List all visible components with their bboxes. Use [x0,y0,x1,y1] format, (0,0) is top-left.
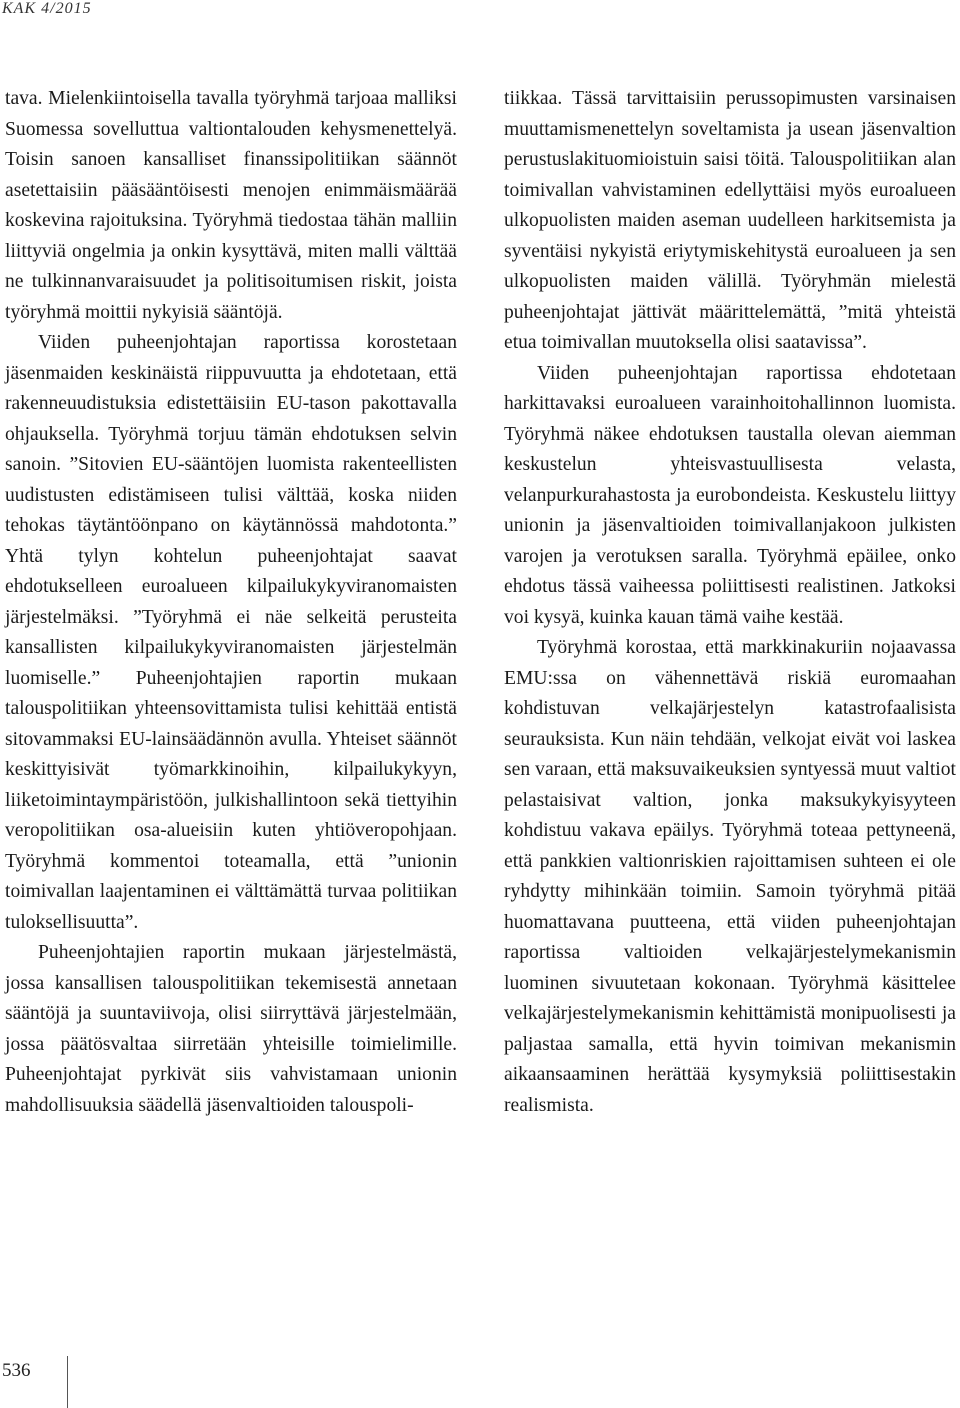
right-paragraph-1: tiikkaa. Tässä tarvittaisiin perussopimusten varsinaisen muuttamismenettelyn soveltamista ja usean jäsenvaltion perustuslakituomioistuin saisi töitä. Talouspolitiikan alan toimivallan vahvistaminen edellyttäisi myös euroalueen ulkopuolisten maiden aseman uudelleen harkitsemista ja syventäisi nykyistä eriytymiskehitystä euroalueen ja sen ulkopuolisten maiden välillä. Työryhmän mielestä puheenjohtajat jättivät määrittelemättä, ”mitä yhteistä etua toimivallan muutoksella olisi saatavissa”. [504,88,956,353]
running-head: KAK 4/2015 [2,0,92,17]
right-paragraph-2: Viiden puheenjohtajan raportissa ehdotetaan harkittavaksi euroalueen varainhoitohallinnon luomista. Työryhmä näkee ehdotuksen taustalla olevan aiemman keskustelun yhteisvastuullisesta velasta, velanpurkurahastosta ja eurobondeista. Keskustelu liittyy unionin ja jäsenvaltioiden toimivallanjakoon julkisten varojen ja verotuksen saralla. Työryhmä epäilee, onko ehdotus tässä vaiheessa poliittisesti realistinen. Jatkoksi voi kysyä, kuinka kauan tämä vaihe kestää. [504,362,956,628]
page-number: 536 [2,1360,31,1381]
right-paragraph-3: Työryhmä korostaa, että markkinakuriin nojaavassa EMU:ssa on vähennettävä riskiä euromaahan kohdistuvan velkajärjestelyn katastrofaalisista seurauksista. Kun näin tehdään, velkojat eivät voi laskea sen varaan, että maksuvaikeuksien syntyessä muut valtiot pelastaisivat valtion, jonka maksukykyisyyteen kohdistuu vakava epäilys. Työryhmä toteaa pettyneenä, että pankkien valtionriskien rajoittamisen suhteen ei ole ryhdytty mihinkään toimiin. Samoin työryhmä pitää huomattavana puutteena, että viiden puheenjohtajan raportissa valtioiden velkajärjestelymekanismin luominen sivuutetaan kokonaan. Työryhmä käsittelee velkajärjestelymekanismin kehittämistä monipuolisesti ja paljastaa samalla, että hyvin toimivan mekanismin aikaansaaminen herättää kysymyksiä poliittisestakin realismista. [504,637,956,1116]
right-column [504,84,956,1121]
left-paragraph-3: Puheenjohtajien raportin mukaan järjestelmästä, jossa kansallisen talouspolitiikan tekemisestä annetaan sääntöjä ja suuntaviivoja, olisi siirryttävä järjestelmään, jossa päätösvaltaa siirretään yhteisille toimielimille. Puheenjohtajat pyrkivät siis vahvistamaan unionin mahdollisuuksia säädellä jäsenvaltioiden talouspoli- [5,942,457,1116]
left-paragraph-1: tava. Mielenkiintoisella tavalla työryhmä tarjoaa malliksi Suomessa sovelluttua valtiontalouden kehysmenettelyä. Toisin sanoen kansalliset finanssipolitiikan säännöt asetettaisiin pääsääntöisesti menojen enimmäismäärää koskevina rajoituksina. Työryhmä tiedostaa tähän malliin liittyviä ongelmia ja onkin kysyttävä, miten malli välttää ne tulkinnanvaraisuudet ja politisoitumisen riskit, joista työryhmä moittii nykyisiä sääntöjä. [5,88,457,323]
left-column [5,84,457,1121]
left-paragraph-2: Viiden puheenjohtajan raportissa korostetaan jäsenmaiden keskinäistä riippuvuutta ja ehdotetaan, että rakenneuudistuksia edistettäisiin EU-tason pakottavalla ohjauksella. Työryhmä torjuu tämän ehdotuksen selvin sanoin. ”Sitovien EU-sääntöjen luomista rakenteellisten uudistusten edistämiseen tulisi välttää, koska niiden tehokas täytäntöönpano on käytännössä mahdotonta.” Yhtä tylyn kohtelun puheenjohtajat saavat ehdotukselleen euroalueen kilpailukykyviranomaisten järjestelmäksi. ”Työryhmä ei näe selkeitä perusteita kansallisten kilpailukykyviranomaisten järjestelmän luomiselle.” Puheenjohtajien raportin mukaan talouspolitiikan yhteensovittamista tulisi kehittää entistä sitovammaksi EU-lainsäädännön avulla. Yhteiset säännöt keskittyisivät työmarkkinoihin, kilpailukykyyn, liiketoimintaympäristöön, julkishallintoon sekä tiettyihin veropolitiikan osa-alueisiin kuten yhtiöveropohjaan. Työryhmä kommentoi toteamalla, että ”unionin toimivallan laajentaminen ei välttämättä turvaa politiikan tuloksellisuutta”. [5,332,457,933]
footer-divider [67,1356,68,1408]
